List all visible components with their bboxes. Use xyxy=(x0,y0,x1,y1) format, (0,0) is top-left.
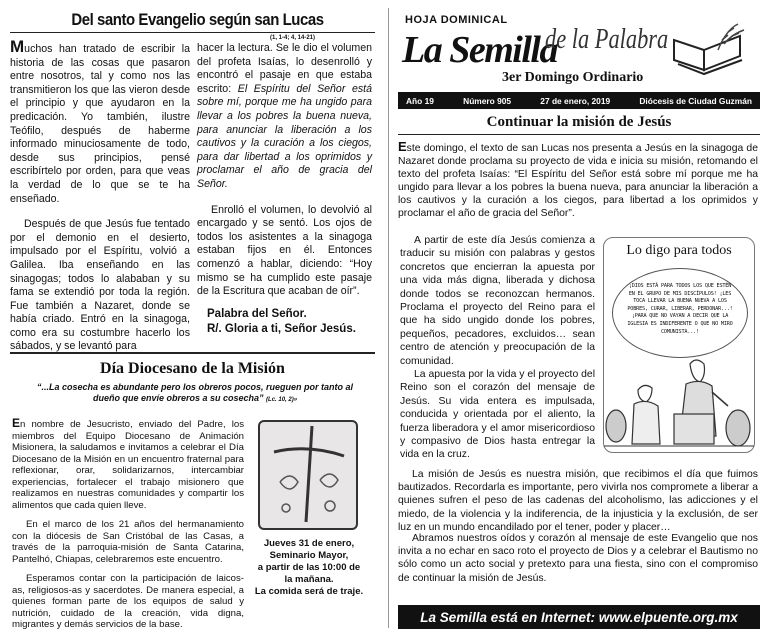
gospel-dropcap: M xyxy=(10,37,25,56)
gospel-text-3a: hacer la lectura. Se le dio el volumen del profeta Isaías, lo desenrolló y encontró el pasaje en que estaba escrito: xyxy=(197,42,372,95)
gospel-title-rule xyxy=(10,32,375,33)
logo-tail: de la Palabra xyxy=(545,24,669,55)
article-intro xyxy=(398,140,758,220)
comic-title: Lo digo para todos xyxy=(626,243,732,258)
website-link[interactable]: La Semilla está en Internet: www.elpuente.org.mx xyxy=(420,609,738,625)
sunday-label: 3er Domingo Ordinario xyxy=(502,70,644,85)
issue-diocese: Diócesis de Ciudad Guzmán xyxy=(639,95,752,106)
dia-text-1: n nombre de Jesucristo, enviado del Padre, los miembros del Equipo Diocesano de Animación Misionera, la saludamos e invitamos a celebrar el Día Diocesano de la Misión en un encuentro fraternal para reflexionar, orar, solidarizarnos, intercambiar experiencias, fortalecer el trabajo misionero que realizamos en nuestras comunidades y compartir los alimentos que cada quien lleve. xyxy=(12,419,244,511)
dia-paragraph-1 xyxy=(12,418,244,511)
article-dropcap: E xyxy=(398,139,407,154)
event-food: La comida será de traje. xyxy=(254,586,364,597)
article-text-3: La apuesta por la vida y el proyecto del Reino son el corazón del mensaje de Jesús. Su vida entera es impulsada, conducida y orientada por el aliento, la fuerza liberadora y el amor misericordioso y compasivo de Dios hasta entregar la vida en la cruz. xyxy=(400,369,595,461)
gospel-closing-2: R/. Gloria a ti, Señor Jesús. xyxy=(207,322,356,335)
event-poster xyxy=(250,420,368,620)
article-title-rule xyxy=(398,134,760,135)
article-paragraph-4 xyxy=(398,468,758,534)
event-place: Seminario Mayor, xyxy=(269,550,349,561)
dia-quote-text: “...La cosecha es abundante pero los obreros pocos, rueguen por tanto al dueño que envíe obreros a su cosecha” xyxy=(36,382,354,403)
article-paragraph-2 xyxy=(400,234,595,368)
gospel-paragraph-1 xyxy=(10,37,190,206)
open-book-wheat-icon xyxy=(668,20,746,78)
event-details xyxy=(250,538,368,598)
website-footer[interactable] xyxy=(398,605,760,629)
hoja-dominical-label: HOJA DOMINICAL xyxy=(405,14,508,26)
cross-icon xyxy=(260,422,356,528)
comic-panel xyxy=(603,237,755,453)
article-text-2: A partir de este día Jesús comienza a traducir su misión con palabras y gestos concretos que encierran la apuesta por una vida más digna, liberada y dichosa donde todos se reconozcan hermanos. Proclama el proyecto del Reino para el que ha sido ungido donde los pobres, pequeños, pecadores, excluidos… sean centro de atención y preocupación de la comunidad. xyxy=(400,235,595,367)
column-divider xyxy=(388,8,389,628)
dia-title: Día Diocesano de la Misión xyxy=(100,360,285,377)
gospel-closing-1: Palabra del Señor. xyxy=(207,307,307,320)
issue-info-bar xyxy=(398,92,760,109)
dia-quote-ref: (Lc. 10, 2)» xyxy=(266,397,298,403)
logo-main: La Semilla xyxy=(402,29,557,71)
article-paragraph-5 xyxy=(398,532,758,585)
article-intro-text: ste domingo, el texto de san Lucas nos presenta a Jesús en la sinagoga de Nazaret donde proclama su proyecto de vida e inicia su misión, retomando el texto del profeta Isaías: “El Espíritu del Señor está sobre mí porque me ha ungido para llevar a los pobres la buena nueva, para anunciar la liberación a los cautivos y la curación a los ciegos, para libertad a los oprimidos y proclamar el año de gracia del Señor”. xyxy=(398,143,758,219)
issue-year: Año 19 xyxy=(406,95,434,106)
dia-paragraph-3: Esperamos contar con la participación de laicos-as, religiosos-as y sacerdotes. De manera especial, a quienes forman parte de los equipos de salud y nutrición, cuidado de la creación, vida digna, migrantes y demás servicios de la base. xyxy=(12,573,244,630)
issue-number: Número 905 xyxy=(463,95,512,106)
article-title: Continuar la misión de Jesús xyxy=(486,114,672,130)
gospel-reference: (1, 1-4; 4, 14-21) xyxy=(270,35,316,41)
section-divider xyxy=(10,352,375,354)
gospel-text-1: uchos han tratado de escribir la historia de las cosas que pasaron entre nosotros, tal y como nos las transmitieron los que las vieron desde el principio y que ayudaron en la predicación. Yo también, ilustre Teófilo, después de haberme informado minuciosamente de todo, desde sus principios, pensé escribírtelo por orden, para que veas la verdad de lo que se te ha enseñado. xyxy=(10,43,190,205)
dia-dropcap: E xyxy=(12,416,21,430)
event-time-2: la mañana. xyxy=(284,574,334,585)
gospel-paragraph-2: Después de que Jesús fue tentado por el demonio en el desierto, impulsado por el Espíritu, volvió a Galilea. Iba enseñando en las sinagogas; todos lo alababan y su fama se extendió por toda la región. Fue también a Nazaret, donde se había criado. Entró en la sinagoga, como era su costumbre hacerlo los sábados, y se levantó para xyxy=(10,218,190,353)
gospel-paragraph-4: Enrolló el volumen, lo devolvió al encargado y se sentó. Los ojos de todos los asistentes a la sinagoga estaban fijos en él. Entonces comenzó a hablar, diciendo: “Hoy mismo se ha cumplido este pasaje de la Escritura que acaban de oír”. xyxy=(197,203,372,298)
gospel-closing xyxy=(207,307,372,337)
dia-quote xyxy=(30,382,360,406)
dia-paragraph-2: En el marco de los 21 años del hermanamiento con la diócesis de San Cristóbal de las Casas, a través de la parroquia-misión de Santa Catarina, Pantelhó, Chiapas, celebraremos este encuentro. xyxy=(12,519,244,565)
event-time-1: a partir de las 10:00 de xyxy=(257,562,361,573)
article-paragraph-3 xyxy=(400,368,595,462)
event-date: Jueves 31 de enero, xyxy=(263,538,355,549)
article-text-5: Abramos nuestros oídos y corazón al mensaje de este Evangelio que nos invita a no echar en saco roto el proyecto de Dios y a celebrar el Bautismo no sólo como un acto social y pretexto para una fiesta, sino con el compromiso de continuar la misión de Jesús. xyxy=(398,533,758,584)
article-text-4: La misión de Jesús es nuestra misión, que recibimos el día que fuimos bautizados. Recordarla es importante, pero vivirla nos compromete a liberar a quienes sufren el peso de las cadenas del alcoholismo, las adicciones y el miedo, de la violencia y la indiferencia, de la injusticia y la exclusión, de ser luz en un mundo encandilado por el tener, poder y placer… xyxy=(398,469,758,533)
gospel-column-2 xyxy=(197,42,372,337)
jesus-preaching-illustration xyxy=(604,356,754,452)
gospel-paragraph-3 xyxy=(197,42,372,192)
issue-date: 27 de enero, 2019 xyxy=(540,95,611,106)
mission-cross-illustration xyxy=(258,420,358,530)
dia-body xyxy=(12,418,244,639)
gospel-column-1 xyxy=(10,37,190,354)
gospel-isaiah-quote: El Espíritu del Señor está sobre mí, porque me ha ungido para llevar a los pobres la buena nueva, para anunciar la liberación a los cautivos y la curación a los ciegos, para dar libertad a los oprimidos y proclamar el año de gracia del Señor. xyxy=(197,82,372,190)
gospel-title: Del santo Evangelio según san Lucas xyxy=(71,10,324,29)
speech-bubble: ¡DIOS ESTÁ PARA TODOS LOS QUE ESTÉN EN EL GRUPO DE MIS DISCÍPULOS! ¡LES TOCA LLEVAR LA BUENA NUEVA A LOS POBRES, CURAR, LIBERAR, PERDONAR...! ¡PARA QUE NO VAYAN A DECIR QUE LA IGLESIA ES INDIFERENTE O QUE NO MIRO COMUNISTA...! xyxy=(612,268,748,358)
